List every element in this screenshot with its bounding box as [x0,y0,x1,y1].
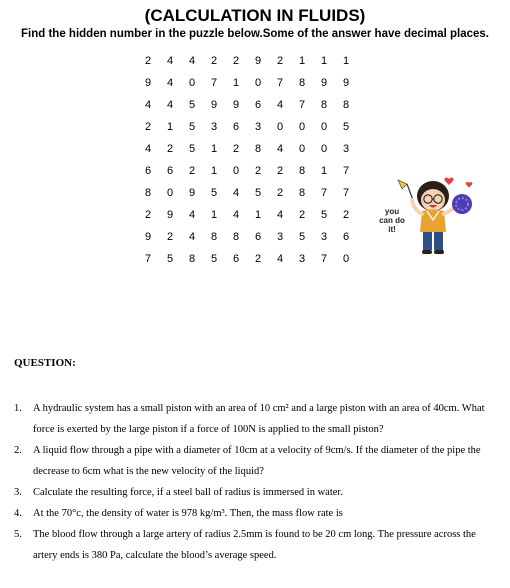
puzzle-cell: 4 [188,55,196,67]
puzzle-cell: 6 [166,165,174,177]
puzzle-cell: 1 [298,55,306,67]
question-heading: QUESTION: [14,357,76,369]
question-item [14,503,498,524]
puzzle-cell: 9 [144,231,152,243]
puzzle-cell: 5 [298,231,306,243]
puzzle-cell: 2 [298,209,306,221]
puzzle-cell: 7 [298,99,306,111]
puzzle-cell: 1 [320,55,328,67]
puzzle-cell: 8 [188,253,196,265]
puzzle-cell: 5 [188,99,196,111]
puzzle-cell: 0 [188,77,196,89]
puzzle-cell: 0 [298,121,306,133]
question-text: A liquid flow through a pipe with a diameter of 10cm at a velocity of 9cm/s. If the diameter of the pipe the decrease to 6cm what is the new velocity of the liquid? [33,445,481,477]
puzzle-cell: 8 [298,165,306,177]
puzzle-cell: 5 [166,253,174,265]
puzzle-cell: 6 [144,165,152,177]
puzzle-cell: 9 [342,77,350,89]
question-number: 4. [14,508,22,519]
page-title: (CALCULATION IN FLUIDS) [144,6,366,25]
sticker-text-line: you [384,207,400,216]
question-text: The blood flow through a large artery of radius 2.5mm is found to be 20 cm long. The pressure across the artery ends is 380 Pa, calculate the blood’s average speed. [33,529,476,561]
puzzle-cell: 4 [188,231,196,243]
puzzle-cell: 4 [276,253,284,265]
puzzle-cell: 2 [188,165,196,177]
puzzle-cell: 4 [232,187,240,199]
question-item [14,398,498,440]
puzzle-cell: 5 [342,121,350,133]
you-can-do-it-sticker-icon [378,170,478,260]
sticker-text-line: can do [379,216,405,225]
instruction-text: Find the hidden number in the puzzle below.Some of the answer have decimal places. [21,28,489,40]
puzzle-cell: 6 [232,253,240,265]
puzzle-cell: 3 [276,231,284,243]
puzzle-cell: 2 [276,165,284,177]
puzzle-cell: 6 [232,121,240,133]
puzzle-cell: 4 [276,209,284,221]
puzzle-cell: 9 [188,187,196,199]
puzzle-cell: 1 [210,209,218,221]
puzzle-cell: 3 [254,121,262,133]
puzzle-cell: 8 [210,231,218,243]
puzzle-row [137,182,357,204]
puzzle-cell: 2 [342,209,350,221]
puzzle-cell: 1 [320,165,328,177]
puzzle-cell: 2 [144,209,152,221]
puzzle-row [137,204,357,226]
puzzle-cell: 9 [210,99,218,111]
puzzle-cell: 7 [320,187,328,199]
puzzle-cell: 9 [254,55,262,67]
puzzle-cell: 1 [210,143,218,155]
puzzle-cell: 0 [276,121,284,133]
puzzle-cell: 2 [276,55,284,67]
puzzle-cell: 2 [144,121,152,133]
puzzle-cell: 9 [232,99,240,111]
puzzle-cell: 7 [342,165,350,177]
puzzle-cell: 2 [276,187,284,199]
puzzle-cell: 2 [210,55,218,67]
puzzle-cell: 4 [276,99,284,111]
puzzle-cell: 5 [188,143,196,155]
puzzle-row [137,226,357,248]
puzzle-cell: 3 [342,143,350,155]
puzzle-cell: 7 [144,253,152,265]
puzzle-cell: 5 [188,121,196,133]
puzzle-cell: 4 [144,99,152,111]
puzzle-cell: 4 [166,99,174,111]
question-list [14,398,498,566]
number-puzzle-grid [137,50,357,270]
puzzle-cell: 4 [166,55,174,67]
puzzle-row [137,248,357,270]
puzzle-cell: 8 [144,187,152,199]
puzzle-cell: 5 [254,187,262,199]
puzzle-cell: 8 [298,77,306,89]
question-number: 2. [14,445,22,456]
puzzle-cell: 4 [144,143,152,155]
puzzle-cell: 4 [232,209,240,221]
puzzle-cell: 7 [276,77,284,89]
puzzle-cell: 9 [166,209,174,221]
puzzle-cell: 4 [166,77,174,89]
puzzle-cell: 3 [320,231,328,243]
puzzle-cell: 6 [254,99,262,111]
question-number: 3. [14,487,22,498]
puzzle-cell: 8 [320,99,328,111]
puzzle-cell: 1 [342,55,350,67]
question-text: A hydraulic system has a small piston with an area of 10 cm² and a large piston with an area of 40cm. What force is exerted by the large piston if a force of 100N is applied to the small piston? [33,403,485,435]
puzzle-cell: 7 [320,253,328,265]
question-item [14,482,498,503]
puzzle-cell: 8 [254,143,262,155]
puzzle-cell: 0 [166,187,174,199]
question-text: At the 70°c, the density of water is 978 kg/m³. Then, the mass flow rate is [33,508,343,519]
puzzle-cell: 6 [254,231,262,243]
puzzle-cell: 8 [232,231,240,243]
puzzle-cell: 2 [166,231,174,243]
puzzle-cell: 5 [210,253,218,265]
puzzle-cell: 2 [254,165,262,177]
puzzle-cell: 3 [210,121,218,133]
puzzle-cell: 9 [144,77,152,89]
puzzle-row [137,116,357,138]
sticker-text-line: it! [388,225,396,234]
puzzle-cell: 9 [320,77,328,89]
puzzle-row [137,160,357,182]
puzzle-cell: 5 [210,187,218,199]
puzzle-cell: 8 [298,187,306,199]
puzzle-cell: 2 [232,143,240,155]
puzzle-cell: 0 [342,253,350,265]
puzzle-cell: 2 [144,55,152,67]
puzzle-cell: 2 [232,55,240,67]
puzzle-cell: 1 [232,77,240,89]
puzzle-cell: 3 [298,253,306,265]
puzzle-row [137,72,357,94]
puzzle-cell: 0 [254,77,262,89]
puzzle-cell: 5 [320,209,328,221]
puzzle-cell: 6 [342,231,350,243]
puzzle-cell: 4 [276,143,284,155]
question-item [14,440,498,482]
puzzle-cell: 2 [254,253,262,265]
puzzle-cell: 4 [188,209,196,221]
puzzle-cell: 0 [298,143,306,155]
question-number: 1. [14,403,22,414]
puzzle-cell: 1 [254,209,262,221]
puzzle-cell: 7 [210,77,218,89]
question-item [14,524,498,566]
puzzle-row [137,50,357,72]
puzzle-row [137,138,357,160]
puzzle-cell: 1 [166,121,174,133]
question-number: 5. [14,529,22,540]
puzzle-cell: 7 [342,187,350,199]
puzzle-cell: 2 [166,143,174,155]
question-text: Calculate the resulting force, if a steel ball of radius is immersed in water. [33,487,343,498]
puzzle-row [137,94,357,116]
puzzle-cell: 8 [342,99,350,111]
puzzle-cell: 1 [210,165,218,177]
puzzle-cell: 0 [232,165,240,177]
svg-text:youcan doit! [379,207,405,234]
puzzle-cell: 0 [320,121,328,133]
puzzle-cell: 0 [320,143,328,155]
